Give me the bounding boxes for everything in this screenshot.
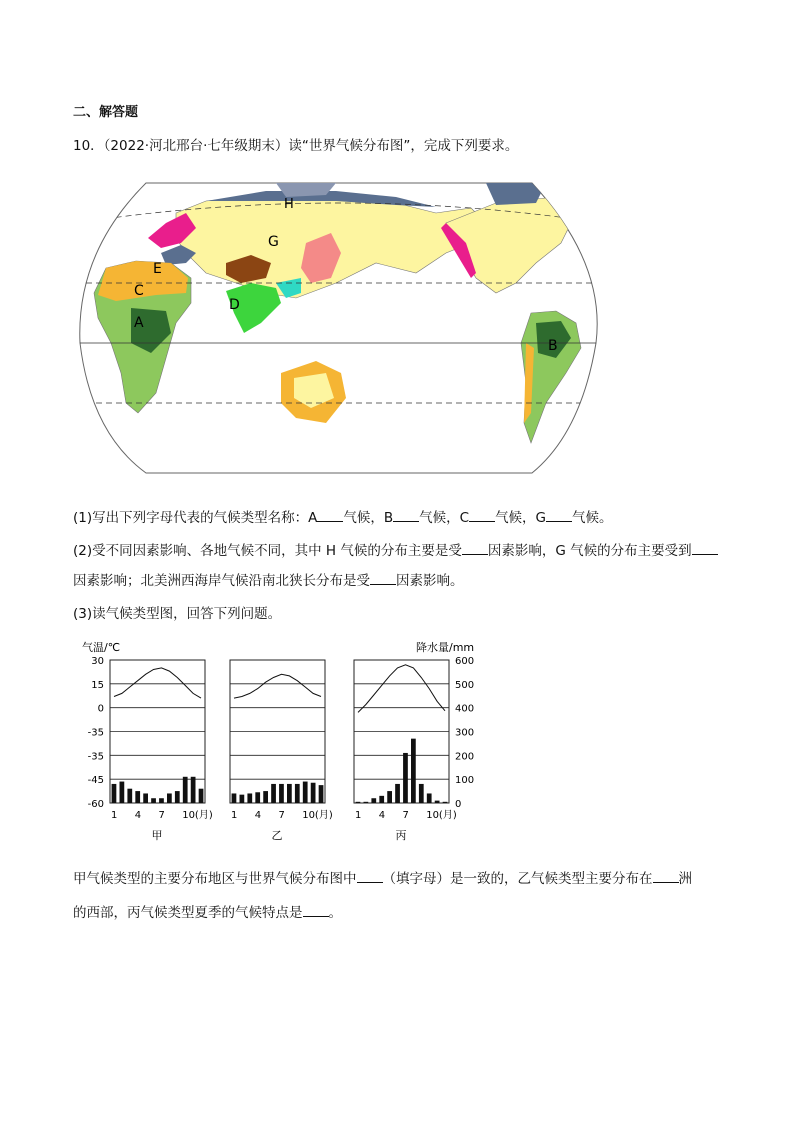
x-tick-label: 1	[354, 810, 362, 821]
x-tick-label: 10(月)	[182, 810, 213, 821]
question-part-4b: 的西部，丙气候类型夏季的气候特点是 。	[73, 905, 342, 921]
x-tick-label: 7	[402, 810, 409, 821]
precip-bar	[387, 791, 392, 803]
precip-bar	[411, 739, 416, 803]
y-axis-label-left: 气温/℃	[82, 641, 121, 654]
map-label-a: A	[134, 315, 144, 331]
question-part-3: (3)读气候类型图，回答下列问题。	[73, 606, 282, 622]
temp-tick-label: -35	[87, 727, 104, 739]
x-tick-label: 4	[378, 810, 386, 821]
precip-bar	[319, 785, 324, 803]
answer-blank[interactable]	[317, 509, 343, 522]
answer-blank[interactable]	[546, 509, 572, 522]
precip-bar	[127, 789, 132, 803]
temperature-curve	[358, 665, 445, 713]
answer-blank[interactable]	[303, 904, 329, 917]
chart-name-label: 甲	[151, 829, 163, 842]
answer-blank[interactable]	[370, 572, 396, 585]
precip-tick-label: 600	[455, 656, 475, 667]
map-label-g: G	[268, 234, 279, 250]
map-label-e: E	[153, 261, 162, 277]
question-part-4a: 甲气候类型的主要分布地区与世界气候分布图中 （填字母）是一致的，乙气候类型主要分布在 洲	[73, 871, 692, 887]
question-part-2a: (2)受不同因素影响、各地气候不同，其中 H 气候的分布主要是受 因素影响，G 气候的分布主要受到	[73, 539, 718, 559]
x-tick-label: 10(月)	[302, 810, 333, 821]
precip-bar	[279, 784, 284, 803]
precip-bar	[120, 782, 125, 803]
y-axis-label-right: 降水量/mm	[416, 641, 475, 654]
map-label-b: B	[548, 338, 558, 354]
temp-tick-label: -35	[87, 751, 104, 763]
precip-bar	[143, 793, 148, 803]
world-climate-map	[76, 183, 602, 473]
x-tick-label: 10(月)	[426, 810, 457, 821]
precip-bar	[364, 802, 369, 803]
precip-tick-label: 100	[455, 775, 475, 787]
temp-tick-label: 0	[97, 703, 104, 715]
precip-bar	[379, 796, 384, 803]
precip-bar	[183, 777, 188, 803]
precip-tick-label: 0	[455, 799, 462, 810]
chart-name-label: 丙	[395, 829, 407, 842]
chart-name-label: 乙	[271, 829, 283, 842]
temp-tick-label: 30	[91, 656, 104, 667]
precip-bar	[175, 791, 180, 803]
precip-tick-label: 400	[455, 703, 475, 715]
precip-bar	[435, 801, 440, 803]
precip-bar	[287, 784, 292, 803]
precip-bar	[311, 783, 316, 803]
precip-bar	[199, 789, 204, 803]
climate-charts	[80, 637, 475, 847]
precip-bar	[263, 791, 268, 803]
precip-bar	[167, 793, 172, 803]
x-tick-label: 1	[230, 810, 238, 821]
precip-bar	[255, 792, 260, 803]
precip-bar	[232, 793, 237, 803]
precip-bar	[419, 784, 424, 803]
x-tick-label: 4	[134, 810, 142, 821]
temperature-curve	[234, 674, 321, 698]
map-label-c: C	[134, 283, 144, 299]
x-tick-label: 4	[254, 810, 262, 821]
answer-blank[interactable]	[357, 870, 383, 883]
x-tick-label: 7	[278, 810, 285, 821]
precip-bar	[303, 782, 308, 803]
precip-bar	[191, 777, 196, 803]
temp-tick-label: -45	[87, 775, 104, 787]
precip-bar	[247, 793, 252, 803]
precip-bar	[356, 802, 361, 803]
precip-tick-label: 500	[455, 679, 475, 691]
precip-tick-label: 300	[455, 727, 475, 739]
temp-tick-label: -60	[87, 799, 104, 810]
answer-blank[interactable]	[692, 542, 718, 555]
temp-tick-label: 15	[91, 679, 104, 691]
map-label-d: D	[229, 297, 240, 313]
precip-tick-label: 200	[455, 751, 475, 763]
map-label-h: H	[284, 197, 294, 212]
precip-bar	[443, 802, 448, 803]
answer-blank[interactable]	[393, 509, 419, 522]
precip-bar	[395, 784, 400, 803]
precip-bar	[135, 791, 140, 803]
precip-bar	[403, 753, 408, 803]
precip-bar	[159, 798, 164, 803]
precip-bar	[271, 784, 276, 803]
question-stem: 10．（2022·河北邢台·七年级期末）读“世界气候分布图”，完成下列要求。	[73, 138, 519, 154]
section-title: 二、解答题	[73, 105, 139, 120]
precip-bar	[240, 795, 245, 803]
answer-blank[interactable]	[653, 870, 679, 883]
precip-bar	[427, 793, 432, 803]
precip-bar	[295, 784, 300, 803]
temperature-curve	[114, 668, 201, 698]
question-part-2b: 因素影响；北美洲西海岸气候沿南北狭长分布是受 因素影响。	[73, 573, 464, 589]
x-tick-label: 7	[158, 810, 165, 821]
precip-bar	[151, 798, 156, 803]
answer-blank[interactable]	[469, 509, 495, 522]
question-part-1: (1)写出下列字母代表的气候类型名称：A 气候，B 气候，C 气候，G 气候。	[73, 510, 613, 526]
answer-blank[interactable]	[462, 542, 488, 555]
precip-bar	[371, 798, 376, 803]
x-tick-label: 1	[110, 810, 118, 821]
precip-bar	[112, 784, 117, 803]
